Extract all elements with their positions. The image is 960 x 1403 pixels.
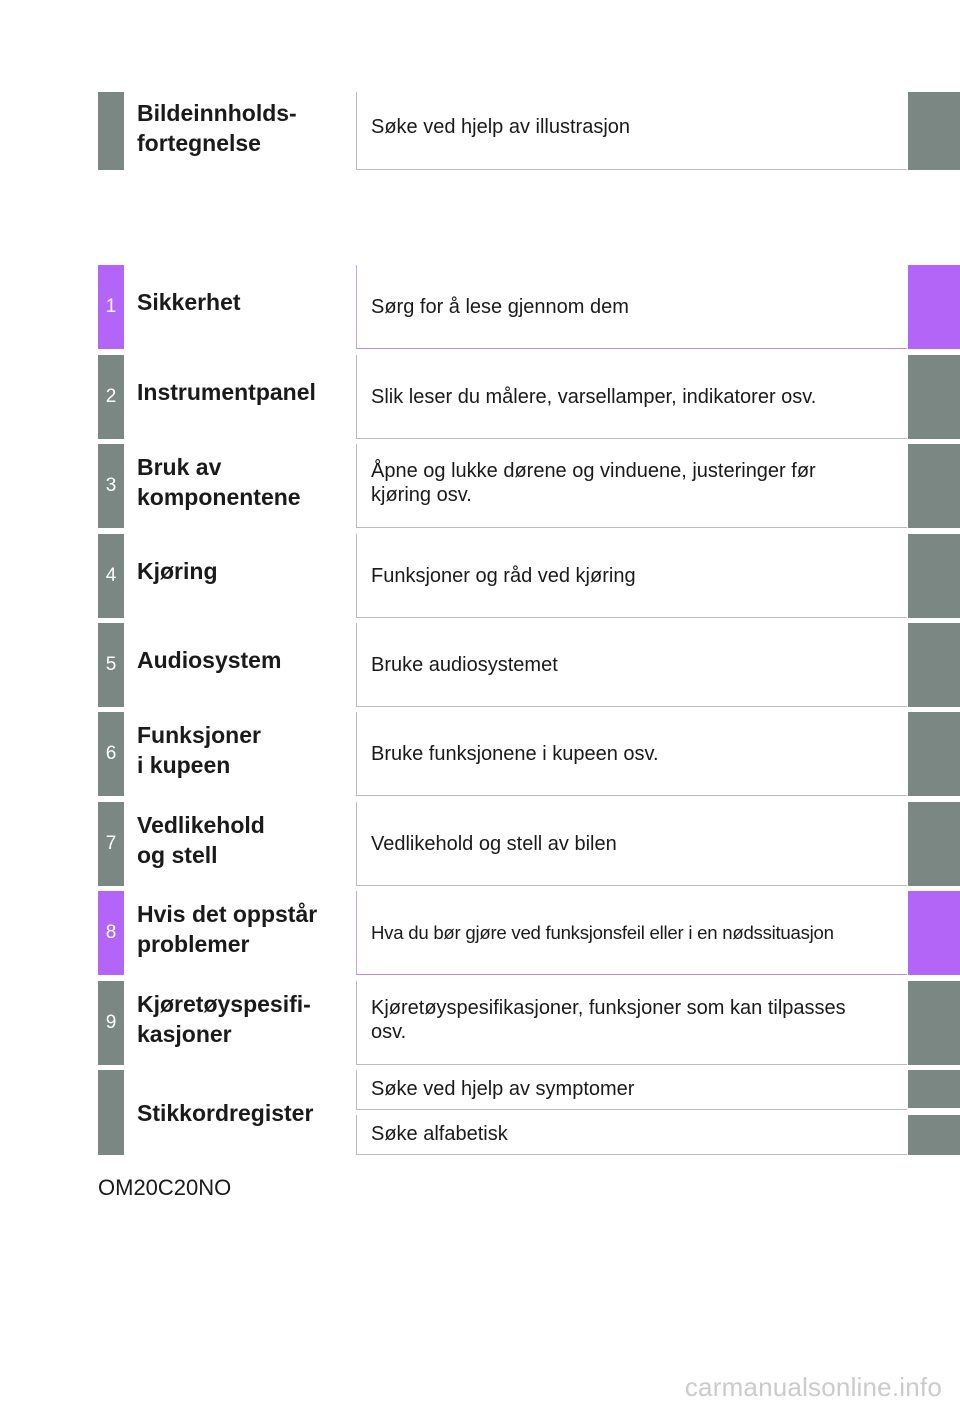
toc-row-chapter-6[interactable]: [98, 712, 960, 796]
title-line-1: Hvis det oppstår: [137, 901, 318, 927]
description-line-1: Åpne og lukke dørene og vinduene, justeringer før: [371, 459, 816, 482]
watermark: carmanualsonline.info: [684, 1372, 942, 1402]
title-line-2: komponentene: [137, 484, 301, 510]
toc-row-chapter-4[interactable]: [98, 534, 960, 618]
title-line-1: Funksjoner: [137, 722, 261, 748]
title-line-1: Bruk av: [137, 454, 222, 480]
chapter-description: [356, 444, 907, 528]
chapter-tab-right: [908, 981, 960, 1065]
description-line-1: Kjøretøyspesifikasjoner, funksjoner som kan tilpasses: [371, 996, 846, 1019]
index-tab-right-2: [908, 1115, 960, 1155]
chapter-description: Vedlikehold og stell av bilen: [356, 802, 907, 886]
chapter-description: Funksjoner og råd ved kjøring: [356, 534, 907, 618]
chapter-title: Instrumentpanel: [137, 379, 316, 405]
chapter-title: [137, 712, 351, 796]
section-tab-left: [98, 92, 124, 170]
index-item-symptoms[interactable]: Søke ved hjelp av symptomer: [356, 1070, 907, 1110]
section-tab-left: [98, 1070, 124, 1155]
title-line-2: og stell: [137, 842, 218, 868]
chapter-number-tab: 8: [98, 891, 124, 975]
chapter-tab-right: [908, 355, 960, 439]
section-description: Søke ved hjelp av illustrasjon: [356, 92, 907, 170]
chapter-description: Slik leser du målere, varsellamper, indikatorer osv.: [356, 355, 907, 439]
toc-row-chapter-3[interactable]: [98, 444, 960, 528]
toc-row-picture-index[interactable]: [98, 92, 960, 170]
chapter-tab-right: [908, 534, 960, 618]
chapter-number-tab: 9: [98, 981, 124, 1065]
toc-row-chapter-9[interactable]: [98, 981, 960, 1065]
toc-row-chapter-2[interactable]: [98, 355, 960, 439]
chapter-tab-right: [908, 444, 960, 528]
chapter-title: [137, 444, 351, 528]
title-line-2: fortegnelse: [137, 130, 261, 156]
chapter-number-tab: 7: [98, 802, 124, 886]
section-title: Stikkordregister: [137, 1099, 314, 1126]
chapter-title: [137, 891, 351, 975]
index-tab-right-1: [908, 1070, 960, 1108]
chapter-number-tab: 1: [98, 265, 124, 349]
chapter-tab-right: [908, 802, 960, 886]
chapter-tab-right: [908, 712, 960, 796]
chapter-title: Audiosystem: [137, 647, 282, 673]
chapter-number-tab: 6: [98, 712, 124, 796]
chapter-description: Bruke audiosystemet: [356, 623, 907, 707]
chapter-title: [137, 802, 351, 886]
chapter-title: [137, 981, 351, 1065]
title-line-1: Kjøretøyspesifi-: [137, 991, 311, 1017]
chapter-tab-right: [908, 623, 960, 707]
toc-row-chapter-1[interactable]: [98, 265, 960, 349]
chapter-number-tab: 2: [98, 355, 124, 439]
title-line-2: i kupeen: [137, 752, 231, 778]
toc-row-chapter-8[interactable]: [98, 891, 960, 975]
chapter-number-tab: 4: [98, 534, 124, 618]
title-line-2: kasjoner: [137, 1021, 232, 1047]
index-item-alphabetical[interactable]: Søke alfabetisk: [356, 1115, 907, 1155]
toc-row-index[interactable]: [98, 1070, 960, 1155]
chapter-description: Bruke funksjonene i kupeen osv.: [356, 712, 907, 796]
toc-row-chapter-7[interactable]: [98, 802, 960, 886]
section-tab-right: [908, 92, 960, 170]
chapter-title: Kjøring: [137, 558, 218, 584]
chapter-title: Sikkerhet: [137, 289, 241, 315]
document-code: OM20C20NO: [98, 1175, 232, 1200]
toc-row-chapter-5[interactable]: [98, 623, 960, 707]
title-line-1: Vedlikehold: [137, 812, 265, 838]
section-title: [137, 92, 351, 170]
title-line-1: Bildeinnholds-: [137, 100, 297, 126]
chapter-description: Hva du bør gjøre ved funksjonsfeil eller i en nødssituasjon: [356, 891, 907, 975]
chapter-number-tab: 3: [98, 444, 124, 528]
title-line-2: problemer: [137, 931, 250, 957]
chapter-tab-right: [908, 891, 960, 975]
chapter-tab-right: [908, 265, 960, 349]
chapter-description: Sørg for å lese gjennom dem: [356, 265, 907, 349]
chapter-description: [356, 981, 907, 1065]
description-line-2: osv.: [371, 1020, 407, 1043]
chapter-number-tab: 5: [98, 623, 124, 707]
description-line-2: kjøring osv.: [371, 483, 472, 506]
